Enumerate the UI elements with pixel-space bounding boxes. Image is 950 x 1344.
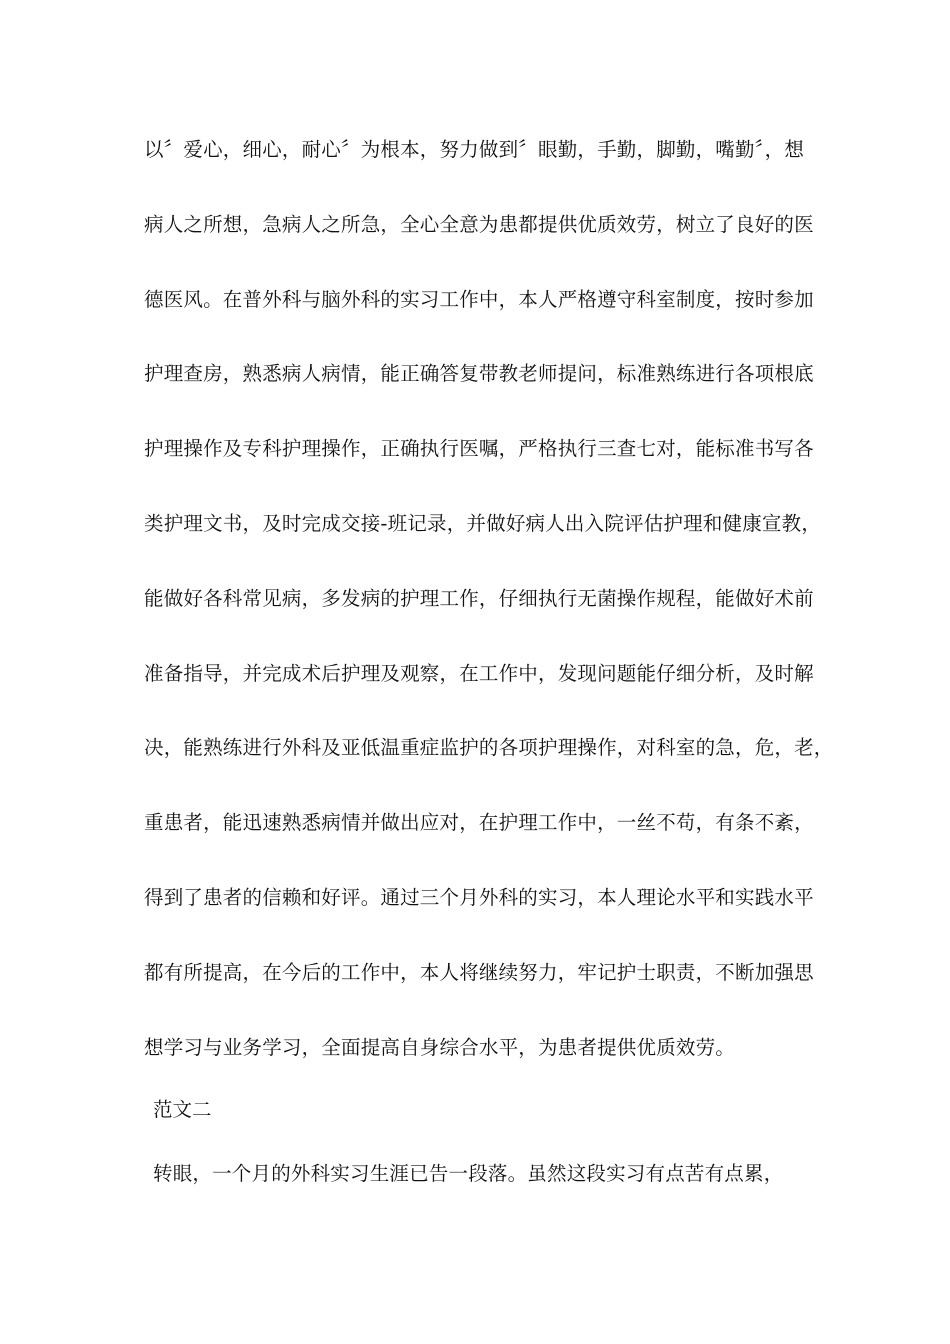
text-line: 德医风。在普外科与脑外科的实习工作中，本人严格遵守科室制度，按时参加 — [144, 287, 814, 311]
text-line: 护理查房，熟悉病人病情，能正确答复带教老师提问，标准熟练进行各项根底 — [144, 362, 814, 386]
text-line: 想学习与业务学习，全面提高自身综合水平，为患者提供优质效劳。 — [144, 1035, 736, 1059]
text-line: 决，能熟练进行外科及亚低温重症监护的各项护理操作，对科室的急，危，老， — [144, 736, 834, 760]
text-line: 护理操作及专科护理操作，正确执行医嘱，严格执行三查七对，能标准书写各 — [144, 437, 814, 461]
paragraph-one — [144, 130, 834, 1102]
paragraph-two-line: 转眼，一个月的外科实习生涯已告一段落。虽然这段实习有点苦有点累， — [153, 1162, 784, 1185]
text-line: 类护理文书，及时完成交接-班记录，并做好病人出入院评估护理和健康宣教， — [144, 511, 822, 535]
section-heading: 范文二 — [153, 1098, 212, 1121]
text-line: 得到了患者的信赖和好评。通过三个月外科的实习，本人理论水平和实践水平 — [144, 885, 814, 909]
text-line: 以〞爱心，细心，耐心〞为根本，努力做到〞眼勤，手勤，脚勤，嘴勤〞，想 — [144, 138, 805, 161]
text-line: 病人之所想，急病人之所急，全心全意为患都提供优质效劳，树立了良好的医 — [144, 212, 814, 236]
text-line: 都有所提高，在今后的工作中，本人将继续努力，牢记护士职责，不断加强思 — [144, 960, 814, 984]
text-line: 准备指导，并完成术后护理及观察，在工作中，发现问题能仔细分析，及时解 — [144, 661, 814, 685]
text-line: 能做好各科常见病，多发病的护理工作，仔细执行无菌操作规程，能做好术前 — [144, 586, 814, 610]
text-line: 重患者，能迅速熟悉病情并做出应对，在护理工作中，一丝不苟，有条不紊， — [144, 811, 814, 835]
